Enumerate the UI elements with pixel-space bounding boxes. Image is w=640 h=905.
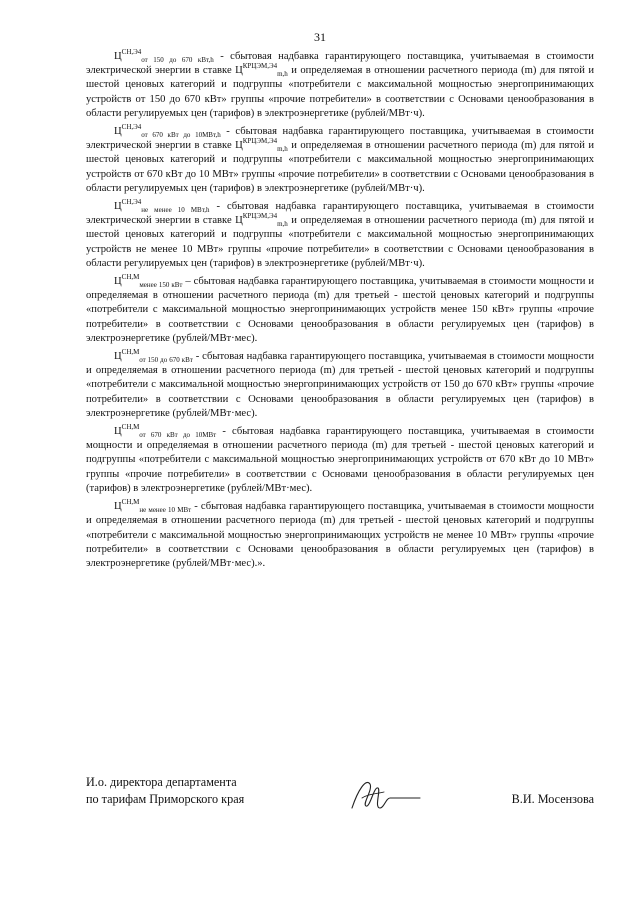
signatory-name: В.И. Мосензова <box>511 792 594 806</box>
definition-paragraph <box>86 425 594 496</box>
handwritten-signature <box>344 768 424 818</box>
inline-formula-superscript: КРЦЭМ,Э4 <box>242 212 278 221</box>
formula-symbol: Ц <box>114 426 122 438</box>
inline-formula-subscript: m,h <box>277 145 288 154</box>
formula-subscript: менее 150 кВт <box>139 281 183 290</box>
formula-superscript: СН,Э4 <box>121 123 142 132</box>
definition-text: – сбытовая надбавка гарантирующего поставщика, учитываемая в стоимости мощности и определяемая в отношении расчетного периода (m) для третьей - шестой ценовых категорий и подгруппы «потребители с максимальной мощностью энергопринимающих устройств менее 150 кВт» группы «прочие потребители» в соответствии с Основами ценообразования в области регулируемых цен (тарифов) в электроэнергетике (рублей/МВт·мес). <box>86 276 594 344</box>
page-number: 31 <box>314 30 326 44</box>
definition-text: - сбытовая надбавка гарантирующего поставщика, учитываемая в стоимости мощности и определяемая в отношении расчетного периода (m) для третьей - шестой ценовых категорий и подгруппы «потребители с максимальной мощностью энергопринимающих устройств от 670 кВт до 10 МВт» группы «прочие потребители» в соответствии с Основами ценообразования в области регулируемых цен (тарифов) в электроэнергетике (рублей/МВт·мес). <box>86 426 594 494</box>
formula-symbol: Ц <box>114 276 122 288</box>
definition-text: - сбытовая надбавка гарантирующего поставщика, учитываемая в стоимости мощности и определяемая в отношении расчетного периода (m) для третьей - шестой ценовых категорий и подгруппы «потребители с максимальной мощностью энергопринимающих устройств не менее 10 МВт» группы «прочие потребители» в соответствии с Основами ценообразования в области регулируемых цен (тарифов) в электроэнергетике (рублей/МВт·мес).». <box>86 501 594 569</box>
definition-text: - сбытовая надбавка гарантирующего поставщика, учитываемая в стоимости электрической энергии в ставке <box>86 126 594 152</box>
formula-superscript: СН,М <box>121 273 140 282</box>
formula-superscript: СН,Э4 <box>121 48 142 56</box>
definition-paragraph <box>86 50 594 121</box>
formula-subscript: не менее 10 МВт,h <box>141 206 210 215</box>
signatory-title-line2: по тарифам Приморского края <box>86 792 245 806</box>
definition-paragraph <box>86 200 594 271</box>
inline-formula-symbol: Ц <box>235 215 243 227</box>
inline-formula-subscript: m,h <box>277 220 288 229</box>
definition-text: - сбытовая надбавка гарантирующего поставщика, учитываемая в стоимости мощности и определяемая в отношении расчетного периода (m) для третьей - шестой ценовых категорий и подгруппы «потребители с максимальной мощностью энергопринимающих устройств от 150 до 670 кВт» группы «прочие потребители» в соответствии с Основами ценообразования в области регулируемых цен (тарифов) в электроэнергетике (рублей/МВт·мес). <box>86 351 594 419</box>
inline-formula-superscript: КРЦЭМ,Э4 <box>242 62 278 71</box>
signatory-title-line1: И.о. директора департамента <box>86 775 237 789</box>
inline-formula-superscript: КРЦЭМ,Э4 <box>242 137 278 146</box>
definition-paragraph <box>86 275 594 346</box>
inline-formula-subscript: m,h <box>277 70 288 79</box>
formula-subscript: не менее 10 МВт <box>139 506 192 515</box>
definition-text: - сбытовая надбавка гарантирующего поставщика, учитываемая в стоимости электрической энергии в ставке <box>86 201 594 227</box>
formula-symbol: Ц <box>114 201 122 213</box>
formula-subscript: от 670 кВт до 10МВт <box>139 431 217 440</box>
formula-superscript: СН,М <box>121 498 140 507</box>
formula-symbol: Ц <box>114 51 122 62</box>
definition-paragraph <box>86 500 594 571</box>
formula-superscript: СН,М <box>121 423 140 432</box>
definition-text-tail: и определяемая в отношении расчетного периода (m) для пятой и шестой ценовых категорий и подгруппы «потребители с максимальной мощностью энергопринимающих устройств от 670 кВт до 10 МВт» группы «прочие потребители» в соответствии с Основами ценообразования в области регулируемых цен (тарифов) в электроэнергетике (рублей/МВт·ч). <box>86 140 594 194</box>
formula-symbol: Ц <box>114 351 122 363</box>
definition-paragraph <box>86 125 594 196</box>
formula-superscript: СН,М <box>121 348 140 357</box>
formula-subscript: от 150 до 670 кВт,h <box>141 56 214 64</box>
formula-subscript: от 150 до 670 кВт <box>139 356 193 365</box>
formula-symbol: Ц <box>114 501 122 513</box>
definition-paragraph <box>86 350 594 421</box>
inline-formula-symbol: Ц <box>235 140 243 152</box>
signatory-title <box>86 774 244 808</box>
definition-text: - сбытовая надбавка гарантирующего поставщика, учитываемая в стоимости электрической энергии в ставке <box>86 51 594 77</box>
signature-block <box>86 774 594 814</box>
inline-formula-symbol: Ц <box>235 65 243 77</box>
formula-subscript: от 670 кВт до 10МВт,h <box>141 131 221 140</box>
formula-symbol: Ц <box>114 126 122 138</box>
formula-superscript: СН,Э4 <box>121 198 142 207</box>
definition-text-tail: и определяемая в отношении расчетного периода (m) для пятой и шестой ценовых категорий и подгруппы «потребители с максимальной мощностью энергопринимающих устройств не менее 10 МВт» группы «прочие потребители» в соответствии с Основами ценообразования в области регулируемых цен (тарифов) в электроэнергетике (рублей/МВт·ч). <box>86 215 594 269</box>
document-body <box>86 50 594 575</box>
definition-text-tail: и определяемая в отношении расчетного периода (m) для пятой и шестой ценовых категорий и подгруппы «потребители с максимальной мощностью энергопринимающих устройств от 150 до 670 кВт» группы «прочие потребители» в соответствии с Основами ценообразования в области регулируемых цен (тарифов) в электроэнергетике (рублей/МВт·ч). <box>86 65 594 119</box>
